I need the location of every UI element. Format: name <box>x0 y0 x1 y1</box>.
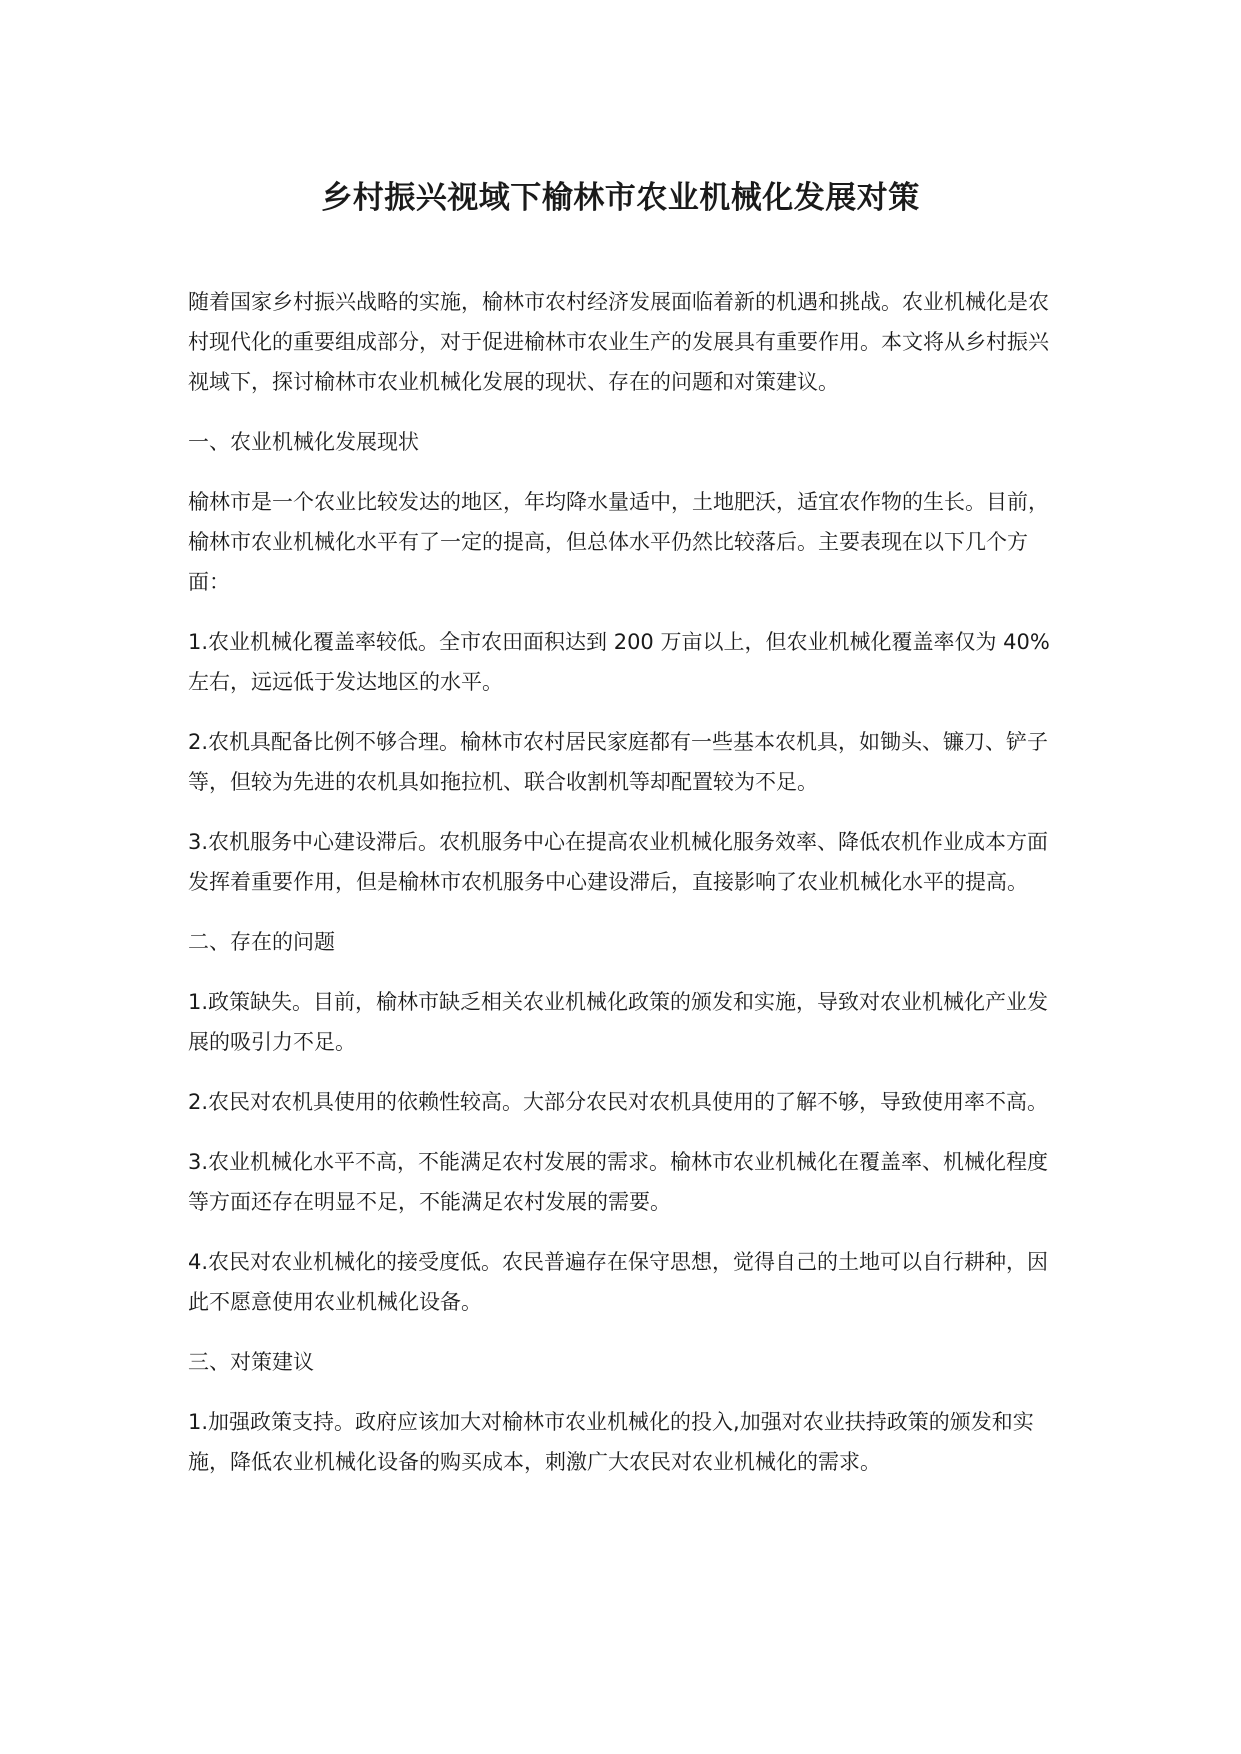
paragraph: 2.农机具配备比例不够合理。榆林市农村居民家庭都有一些基本农机具，如锄头、镰刀、铲子等，但较为先进的农机具如拖拉机、联合收割机等却配置较为不足。 <box>188 730 1049 794</box>
section-heading-status: 一、农业机械化发展现状 <box>188 430 419 454</box>
intro-paragraph: 随着国家乡村振兴战略的实施，榆林市农村经济发展面临着新的机遇和挑战。农业机械化是农村现代化的重要组成部分，对于促进榆林市农业生产的发展具有重要作用。本文将从乡村振兴视域下，探讨榆林市农业机械化发展的现状、存在的问题和对策建议。 <box>188 290 1049 394</box>
section-heading-suggestions: 三、对策建议 <box>188 1350 314 1374</box>
paragraph: 2.农民对农机具使用的依赖性较高。大部分农民对农机具使用的了解不够，导致使用率不高。 <box>188 1090 1049 1114</box>
paragraph: 4.农民对农业机械化的接受度低。农民普遍存在保守思想，觉得自己的土地可以自行耕种，因此不愿意使用农业机械化设备。 <box>188 1250 1049 1314</box>
paragraph: 榆林市是一个农业比较发达的地区，年均降水量适中，土地肥沃，适宜农作物的生长。目前，榆林市农业机械化水平有了一定的提高，但总体水平仍然比较落后。主要表现在以下几个方面： <box>188 490 1049 594</box>
paragraph: 1.农业机械化覆盖率较低。全市农田面积达到 200 万亩以上，但农业机械化覆盖率仅为 40%左右，远远低于发达地区的水平。 <box>188 630 1050 694</box>
section-heading-problems: 二、存在的问题 <box>188 930 335 954</box>
document-title: 乡村振兴视域下榆林市农业机械化发展对策 <box>321 180 920 216</box>
paragraph: 3.农业机械化水平不高，不能满足农村发展的需求。榆林市农业机械化在覆盖率、机械化程度等方面还存在明显不足，不能满足农村发展的需要。 <box>188 1150 1049 1214</box>
document-body <box>188 282 1068 1502</box>
paragraph: 1.加强政策支持。政府应该加大对榆林市农业机械化的投入,加强对农业扶持政策的颁发和实施，降低农业机械化设备的购买成本，刺激广大农民对农业机械化的需求。 <box>188 1410 1034 1474</box>
paragraph: 1.政策缺失。目前，榆林市缺乏相关农业机械化政策的颁发和实施，导致对农业机械化产业发展的吸引力不足。 <box>188 990 1049 1054</box>
paragraph: 3.农机服务中心建设滞后。农机服务中心在提高农业机械化服务效率、降低农机作业成本方面发挥着重要作用，但是榆林市农机服务中心建设滞后，直接影响了农业机械化水平的提高。 <box>188 830 1049 894</box>
